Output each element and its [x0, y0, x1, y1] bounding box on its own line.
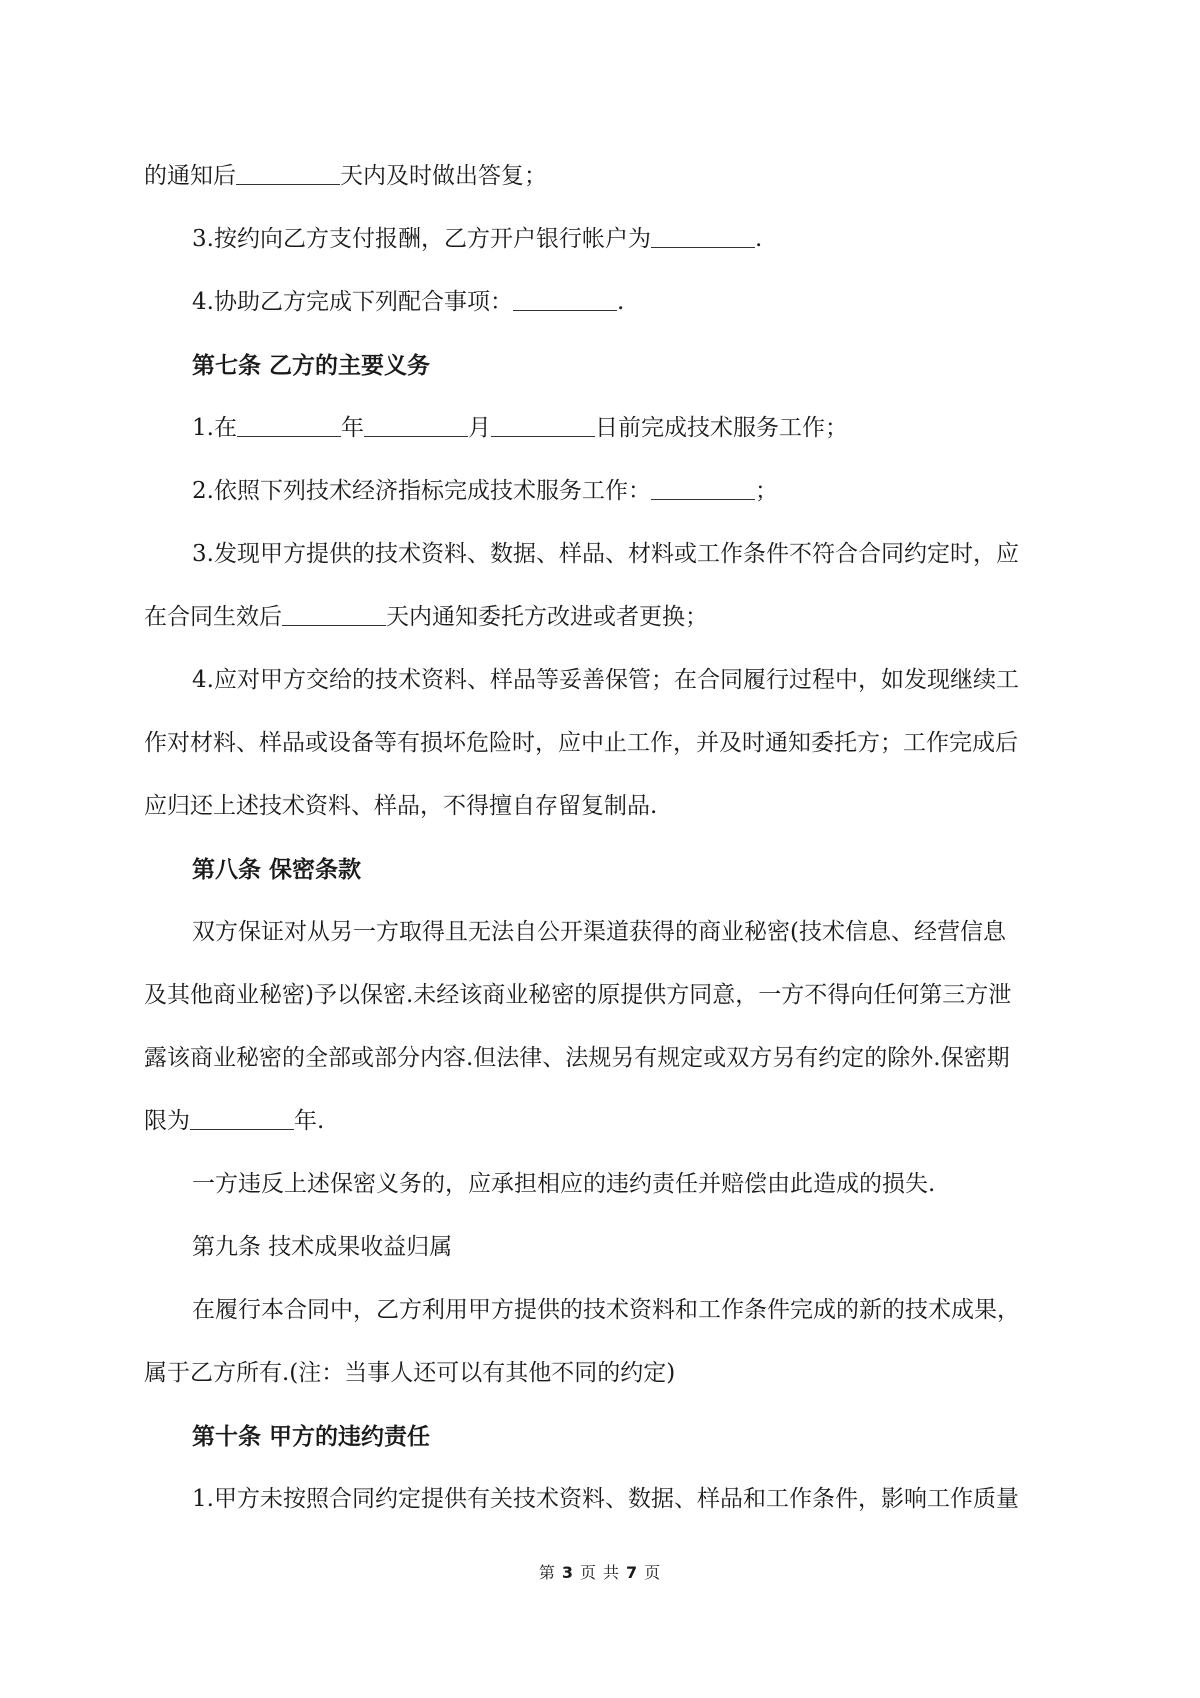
section-heading-9: 第九条 技术成果收益归属 — [192, 1234, 453, 1260]
text-segment: 限为 — [144, 1108, 190, 1134]
page-footer — [0, 1560, 1200, 1583]
paragraph-line: 露该商业秘密的全部或部分内容.但法律、法规另有规定或双方另有约定的除外.保密期 — [144, 1045, 1010, 1071]
fill-blank — [282, 605, 386, 626]
text-segment: 4.协助乙方完成下列配合事项： — [192, 289, 513, 315]
text-segment: 1.在 — [192, 415, 237, 441]
paragraph-line: 及其他商业秘密)予以保密.未经该商业秘密的原提供方同意，一方不得向任何第三方泄 — [144, 982, 1012, 1008]
footer-text: 页 — [579, 1563, 597, 1582]
paragraph-line: 应归还上述技术资料、样品，不得擅自存留复制品. — [144, 793, 658, 819]
text-segment: . — [616, 289, 625, 315]
total-page-number: 7 — [626, 1563, 639, 1582]
section-heading-8: 第八条 保密条款 — [192, 856, 362, 883]
text-segment: 月 — [467, 415, 491, 441]
paragraph-line — [144, 586, 1064, 649]
text-segment: 3.按约向乙方支付报酬，乙方开户银行帐户为 — [192, 226, 651, 252]
text-segment: . — [754, 226, 763, 252]
text-segment: 的通知后 — [144, 163, 236, 189]
footer-text: 共 — [603, 1563, 621, 1582]
text-segment: ； — [754, 478, 778, 504]
paragraph-line: 双方保证对从另一方取得且无法自公开渠道获得的商业秘密(技术信息、经营信息 — [192, 919, 1006, 945]
current-page-number: 3 — [561, 1563, 574, 1582]
fill-blank — [236, 164, 340, 185]
text-segment: 年 — [340, 415, 364, 441]
fill-blank — [513, 290, 617, 311]
text-segment: 2.依照下列技术经济指标完成技术服务工作： — [192, 478, 651, 504]
section-heading-10: 第十条 甲方的违约责任 — [192, 1423, 431, 1450]
fill-blank — [364, 416, 468, 437]
fill-blank — [651, 479, 755, 500]
paragraph-line: 4.应对甲方交给的技术资料、样品等妥善保管；在合同履行过程中，如发现继续工 — [192, 667, 1019, 693]
text-segment: 在合同生效后 — [144, 604, 282, 630]
fill-blank — [190, 1109, 294, 1130]
paragraph-line — [144, 460, 1064, 523]
paragraph-line — [144, 208, 1064, 271]
paragraph-line — [144, 397, 1064, 460]
paragraph-line — [144, 271, 1064, 334]
paragraph-line: 3.发现甲方提供的技术资料、数据、样品、材料或工作条件不符合合同约定时，应 — [192, 541, 1019, 567]
fill-blank — [237, 416, 341, 437]
fill-blank — [491, 416, 595, 437]
footer-text: 第 — [538, 1563, 556, 1582]
text-segment: 天内及时做出答复； — [340, 163, 547, 189]
text-segment: 年. — [294, 1108, 325, 1134]
fill-blank — [651, 227, 755, 248]
document-body — [144, 145, 1064, 1531]
paragraph-line: 作对材料、样品或设备等有损坏危险时，应中止工作，并及时通知委托方；工作完成后 — [144, 730, 1018, 756]
paragraph-line: 属于乙方所有.(注：当事人还可以有其他不同的约定) — [144, 1360, 676, 1386]
text-segment: 天内通知委托方改进或者更换； — [386, 604, 708, 630]
text-segment: 日前完成技术服务工作； — [594, 415, 848, 441]
paragraph-line: 在履行本合同中，乙方利用甲方提供的技术资料和工作条件完成的新的技术成果， — [192, 1297, 1020, 1323]
footer-text: 页 — [644, 1563, 662, 1582]
paragraph-line — [144, 1090, 1064, 1153]
paragraph-line — [144, 145, 1064, 208]
paragraph-line: 1.甲方未按照合同约定提供有关技术资料、数据、样品和工作条件，影响工作质量 — [192, 1486, 1019, 1512]
section-heading-7: 第七条 乙方的主要义务 — [192, 352, 431, 379]
paragraph-line: 一方违反上述保密义务的，应承担相应的违约责任并赔偿由此造成的损失. — [192, 1171, 936, 1197]
